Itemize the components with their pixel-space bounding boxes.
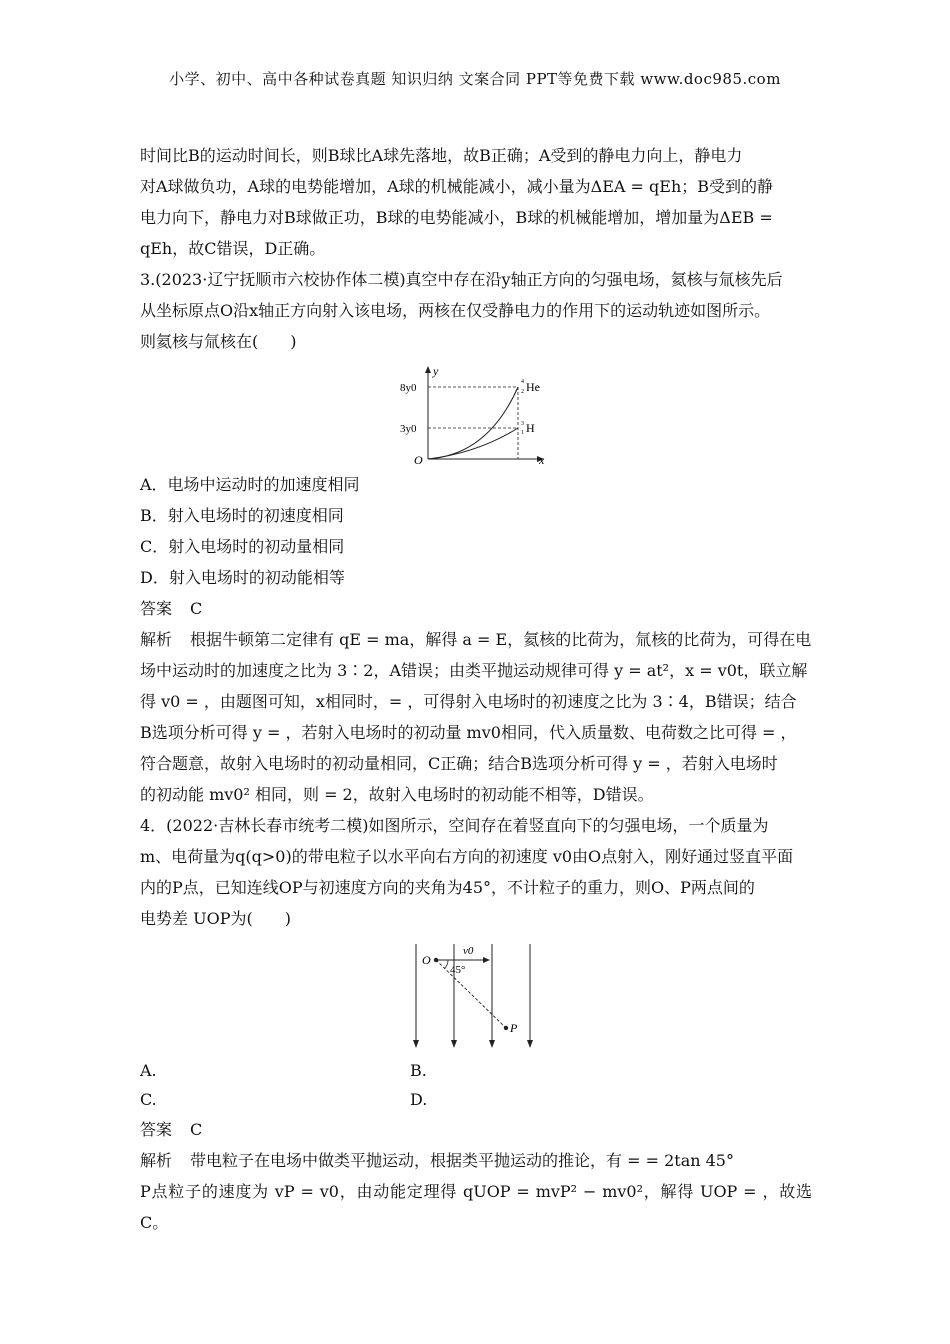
q3-analysis-text-1: 根据牛顿第二定律有 qE = ma，解得 a = E，氦核的比荷为，氚核的比荷为，可得在电 (190, 630, 812, 649)
q4-answer-label: 答案 (140, 1120, 173, 1139)
q4-velocity-arrowhead (483, 957, 490, 963)
q3-analysis-line-2: 场中运动时的加速度之比为 3∶2，A错误；由类平抛运动规律可得 y = at²，x = v0t，联立解 (140, 661, 808, 680)
q4-stem-line-3: 内的P点，已知连线OP与初速度方向的夹角为45°，不计粒子的重力，则O、P两点间的 (140, 878, 755, 897)
page-header: 小学、初中、高中各种试卷真题 知识归纳 文案合同 PPT等免费下载 www.doc985.com (169, 70, 781, 88)
q3-analysis-line-1 (140, 624, 812, 655)
q3-origin-label: O (414, 453, 423, 465)
continuation-line-3: 电力向下，静电力对B球做正功，B球的电势能减小，B球的机械能增加，增加量为ΔEB = (140, 208, 773, 227)
q4-stem-line-1: 4．(2022·吉林长春市统考二模)如图所示，空间存在着竖直向下的匀强电场，一个质量为 (140, 816, 769, 835)
q4-label-angle: 45° (450, 964, 466, 976)
q3-tick-8y0: 8y0 (400, 382, 417, 394)
q3-h-label: H (526, 421, 535, 435)
q3-trajectory-figure (398, 363, 548, 465)
q4-point-o (434, 958, 438, 962)
q3-option-a: A．电场中运动时的加速度相同 (140, 475, 360, 494)
q3-analysis-line-3: 得 v0 = ，由题图可知，x相同时，= ，可得射入电场时的初速度之比为 3∶4，B错误；结合 (140, 692, 797, 711)
q4-op-line (436, 960, 506, 1028)
q4-option-a: A. (140, 1061, 157, 1080)
continuation-line-2: 对A球做负功，A球的电势能增加，A球的机械能减小，减小量为ΔEA = qEh；B受到的静 (140, 177, 774, 196)
q3-option-b: B．射入电场时的初速度相同 (140, 506, 344, 525)
q3-h-trajectory (428, 428, 518, 459)
q3-y-label: y (433, 364, 439, 378)
q3-stem-line-2: 从坐标原点O沿x轴正方向射入该电场，两核在仅受静电力的作用下的运动轨迹如图所示。 (140, 301, 771, 320)
q4-stem-line-2: m、电荷量为q(q>0)的带电粒子以水平向右方向的初速度 v0由O点射入，刚好通过竖直平面 (140, 847, 794, 866)
q4-answer-value: C (190, 1120, 203, 1139)
q3-he-label: He (526, 380, 540, 394)
q3-answer (140, 593, 812, 624)
q3-he-charge: 2 (521, 389, 524, 395)
q3-analysis-line-6: 的初动能 mv0² 相同，则 = 2，故射入电场时的初动能不相等，D错误。 (140, 785, 654, 804)
q3-analysis-label: 解析 (140, 630, 173, 649)
q4-point-p (504, 1026, 508, 1030)
q3-he-mass: 4 (521, 379, 524, 385)
q4-stem-line-4: 电势差 UOP为( ) (140, 909, 291, 928)
q3-x-label: x (539, 453, 545, 465)
q3-analysis-line-5: 符合题意，故射入电场时的初动量相同，C正确；结合B选项分析可得 y = ，若射入电场时 (140, 754, 778, 773)
q4-field-arrow-2 (451, 1040, 457, 1048)
q3-h-mass: 3 (521, 421, 524, 427)
q4-label-v0: v0 (463, 945, 474, 957)
q4-analysis-text-1: 带电粒子在电场中做类平抛运动，根据类平抛运动的推论，有 = = 2tan 45° (190, 1151, 734, 1170)
q3-option-d: D．射入电场时的初动能相等 (140, 568, 345, 587)
q4-field-arrow-1 (413, 1040, 419, 1048)
q3-analysis-line-4: B选项分析可得 y = ，若射入电场时的初动量 mv0相同，代入质量数、电荷数之比可得 = ， (140, 723, 797, 742)
q3-h-charge: 1 (521, 430, 524, 436)
continuation-line-4: qEh，故C错误，D正确。 (140, 239, 326, 258)
continuation-line-1: 时间比B的运动时间长，则B球比A球先落地，故B正确；A受到的静电力向上，静电力 (140, 146, 743, 165)
q4-label-o: O (422, 953, 431, 967)
q3-answer-label: 答案 (140, 599, 173, 618)
q3-he-trajectory (428, 387, 518, 459)
q4-field-figure (408, 940, 538, 1052)
q4-option-c: C. (140, 1090, 157, 1109)
q3-stem-line-1: 3.(2023·辽宁抚顺市六校协作体二模)真空中存在沿y轴正方向的匀强电场，氦核与氚核先后 (140, 270, 783, 289)
q4-option-b: B. (410, 1061, 427, 1080)
q4-analysis-line-1 (140, 1145, 812, 1176)
q3-y-axis-arrow (425, 366, 431, 373)
q4-answer (140, 1114, 812, 1145)
q3-tick-3y0: 3y0 (400, 423, 417, 435)
q3-stem-line-3: 则氦核与氚核在( ) (140, 332, 297, 351)
q4-options-row-2 (140, 1085, 812, 1114)
q4-option-d: D. (410, 1090, 428, 1109)
q4-options-row-1 (140, 1056, 812, 1085)
q3-answer-value: C (190, 599, 203, 618)
document-body (140, 140, 812, 1238)
q4-label-p: P (510, 1021, 518, 1035)
q4-field-arrow-3 (489, 1040, 495, 1048)
q4-angle-arc (445, 960, 449, 969)
q4-analysis-label: 解析 (140, 1151, 173, 1170)
q3-option-c: C．射入电场时的初动量相同 (140, 537, 345, 556)
q4-field-arrow-4 (527, 1040, 533, 1048)
q4-analysis-line-2: P点粒子的速度为 vP = v0，由动能定理得 qUOP = mvP² − mv0²，解得 UOP = ，故选C。 (140, 1182, 812, 1232)
